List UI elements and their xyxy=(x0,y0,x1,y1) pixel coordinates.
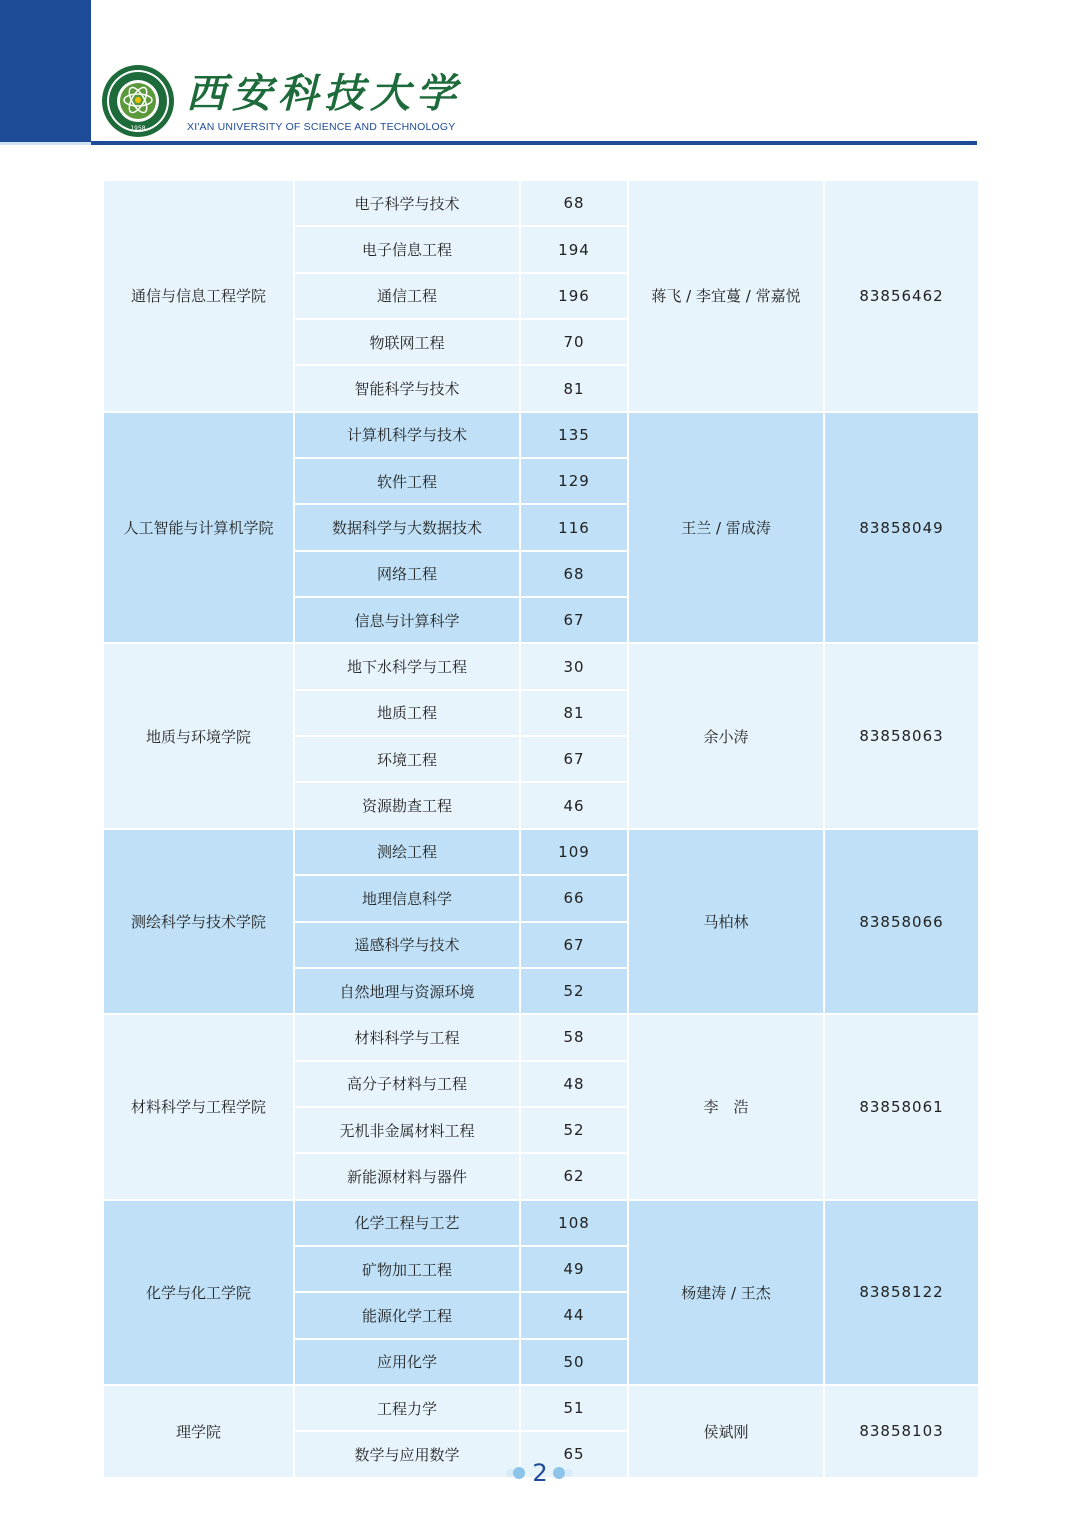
major-name-cell: 资源勘查工程 xyxy=(294,782,520,828)
enrollment-count-cell: 109 xyxy=(520,829,628,875)
contact-phone-cell: 83856462 xyxy=(824,181,978,412)
major-name-cell: 计算机科学与技术 xyxy=(294,412,520,458)
contact-person-cell: 王兰 / 雷成涛 xyxy=(628,412,824,644)
enrollment-count-cell: 49 xyxy=(520,1246,628,1292)
table-row xyxy=(104,1385,978,1431)
enrollment-count-cell: 67 xyxy=(520,597,628,643)
enrollment-count-cell: 48 xyxy=(520,1061,628,1107)
contact-phone-cell: 83858049 xyxy=(824,412,978,644)
major-name-cell: 无机非金属材料工程 xyxy=(294,1107,520,1153)
major-name-cell: 物联网工程 xyxy=(294,319,520,365)
enrollment-count-cell: 68 xyxy=(520,551,628,597)
contact-person-cell: 蒋飞 / 李宜蔓 / 常嘉悦 xyxy=(628,181,824,412)
university-logo xyxy=(101,64,175,138)
major-name-cell: 材料科学与工程 xyxy=(294,1014,520,1060)
majors-table xyxy=(104,181,978,1479)
enrollment-count-cell: 68 xyxy=(520,181,628,226)
table-row xyxy=(104,181,978,226)
pager-dot-right-outer xyxy=(565,1469,573,1477)
major-name-cell: 信息与计算科学 xyxy=(294,597,520,643)
major-name-cell: 地下水科学与工程 xyxy=(294,643,520,689)
major-name-cell: 数据科学与大数据技术 xyxy=(294,504,520,550)
major-name-cell: 测绘工程 xyxy=(294,829,520,875)
enrollment-count-cell: 67 xyxy=(520,922,628,968)
college-name-cell: 理学院 xyxy=(104,1385,294,1478)
enrollment-count-cell: 194 xyxy=(520,226,628,272)
enrollment-count-cell: 81 xyxy=(520,690,628,736)
enrollment-count-cell: 62 xyxy=(520,1153,628,1199)
table-row xyxy=(104,1200,978,1246)
enrollment-count-cell: 58 xyxy=(520,1014,628,1060)
header-corner-block xyxy=(0,0,91,142)
header-rule xyxy=(91,141,977,145)
major-name-cell: 新能源材料与器件 xyxy=(294,1153,520,1199)
table-row xyxy=(104,829,978,875)
majors-table-body xyxy=(104,181,978,1478)
contact-person-cell: 杨建涛 / 王杰 xyxy=(628,1200,824,1385)
major-name-cell: 工程力学 xyxy=(294,1385,520,1431)
enrollment-count-cell: 81 xyxy=(520,365,628,411)
major-name-cell: 地质工程 xyxy=(294,690,520,736)
enrollment-count-cell: 135 xyxy=(520,412,628,458)
major-name-cell: 地理信息科学 xyxy=(294,875,520,921)
contact-person-cell: 李 浩 xyxy=(628,1014,824,1199)
enrollment-count-cell: 70 xyxy=(520,319,628,365)
major-name-cell: 软件工程 xyxy=(294,458,520,504)
college-name-cell: 地质与环境学院 xyxy=(104,643,294,828)
enrollment-count-cell: 52 xyxy=(520,1107,628,1153)
major-name-cell: 数学与应用数学 xyxy=(294,1431,520,1477)
enrollment-count-cell: 52 xyxy=(520,968,628,1014)
enrollment-count-cell: 66 xyxy=(520,875,628,921)
enrollment-count-cell: 44 xyxy=(520,1292,628,1338)
contact-phone-cell: 83858066 xyxy=(824,829,978,1014)
major-name-cell: 环境工程 xyxy=(294,736,520,782)
enrollment-count-cell: 116 xyxy=(520,504,628,550)
enrollment-count-cell: 196 xyxy=(520,273,628,319)
logo-year: 1958 xyxy=(130,125,146,132)
university-name-cn: 西安科技大学 xyxy=(186,70,462,117)
enrollment-count-cell: 67 xyxy=(520,736,628,782)
header-corner-underline xyxy=(0,142,91,145)
table-row xyxy=(104,412,978,458)
page-indicator xyxy=(500,1458,580,1488)
contact-person-cell: 余小涛 xyxy=(628,643,824,828)
enrollment-count-cell: 30 xyxy=(520,643,628,689)
major-name-cell: 电子科学与技术 xyxy=(294,181,520,226)
page-number: 2 xyxy=(532,1459,548,1487)
university-name-en: XI'AN UNIVERSITY OF SCIENCE AND TECHNOLOGY xyxy=(187,121,456,133)
college-name-cell: 通信与信息工程学院 xyxy=(104,181,294,412)
major-name-cell: 自然地理与资源环境 xyxy=(294,968,520,1014)
major-name-cell: 能源化学工程 xyxy=(294,1292,520,1338)
contact-phone-cell: 83858103 xyxy=(824,1385,978,1478)
contact-person-cell: 侯斌刚 xyxy=(628,1385,824,1478)
enrollment-count-cell: 51 xyxy=(520,1385,628,1431)
contact-person-cell: 马柏林 xyxy=(628,829,824,1014)
major-name-cell: 网络工程 xyxy=(294,551,520,597)
college-name-cell: 化学与化工学院 xyxy=(104,1200,294,1385)
table-row xyxy=(104,643,978,689)
enrollment-count-cell: 50 xyxy=(520,1339,628,1385)
contact-phone-cell: 83858063 xyxy=(824,643,978,828)
major-name-cell: 通信工程 xyxy=(294,273,520,319)
major-name-cell: 高分子材料与工程 xyxy=(294,1061,520,1107)
contact-phone-cell: 83858061 xyxy=(824,1014,978,1199)
enrollment-count-cell: 65 xyxy=(520,1431,628,1477)
major-name-cell: 遥感科学与技术 xyxy=(294,922,520,968)
enrollment-count-cell: 108 xyxy=(520,1200,628,1246)
college-name-cell: 人工智能与计算机学院 xyxy=(104,412,294,644)
table-row xyxy=(104,1014,978,1060)
enrollment-count-cell: 129 xyxy=(520,458,628,504)
pager-dot-right-inner xyxy=(553,1467,565,1479)
enrollment-count-cell: 46 xyxy=(520,782,628,828)
major-name-cell: 电子信息工程 xyxy=(294,226,520,272)
major-name-cell: 智能科学与技术 xyxy=(294,365,520,411)
major-name-cell: 应用化学 xyxy=(294,1339,520,1385)
major-name-cell: 化学工程与工艺 xyxy=(294,1200,520,1246)
major-name-cell: 矿物加工工程 xyxy=(294,1246,520,1292)
college-name-cell: 材料科学与工程学院 xyxy=(104,1014,294,1199)
contact-phone-cell: 83858122 xyxy=(824,1200,978,1385)
college-name-cell: 测绘科学与技术学院 xyxy=(104,829,294,1014)
